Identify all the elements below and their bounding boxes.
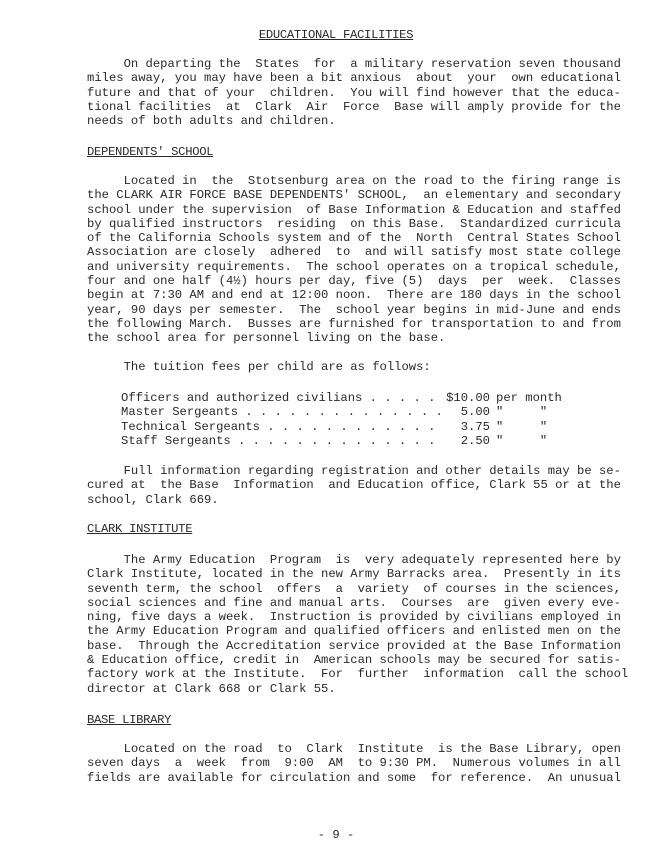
text-line: ning, five days a week. Instruction is provided by civilians employed in [87, 610, 621, 625]
section-heading-base-library: BASE LIBRARY [87, 713, 172, 727]
tuition-fees-table [121, 391, 581, 448]
text-line: begin at 7:30 AM and end at 12:00 noon. There are 180 days in the school [87, 288, 621, 303]
text-line: by qualified instructors residing on this Base. Standardized curricula [87, 216, 621, 231]
fee-row [121, 405, 581, 419]
clark-institute-paragraph [87, 553, 629, 696]
text-line: director at Clark 668 or Clark 55. [87, 681, 336, 696]
section-heading-dependents-school: DEPENDENTS' SCHOOL [87, 145, 214, 159]
text-line: miles away, you may have been a bit anxious about your own educational [87, 71, 621, 86]
text-line: Clark Institute, located in the new Army Barracks area. Presently in its [87, 567, 621, 582]
text-line: On departing the States for a military reservation seven thousand [87, 57, 621, 71]
text-line: factory work at the Institute. For further information call the school [87, 667, 629, 682]
text-line: The Army Education Program is very adequately represented here by [87, 553, 621, 567]
text-line: seven days a week from 9:00 AM to 9:30 PM. Numerous volumes in all [87, 756, 621, 771]
text-line: and university requirements. The school operates on a tropical schedule, [87, 259, 621, 274]
fee-row [121, 420, 581, 434]
text-line: school under the supervision of Base Information & Education and staffed [87, 202, 621, 217]
fee-unit: " " [496, 405, 548, 420]
text-line: the Army Education Program and qualified officers and enlisted men on the [87, 624, 621, 639]
fee-unit: " " [496, 433, 548, 448]
registration-info-paragraph [87, 464, 621, 507]
fee-unit: per month [496, 391, 562, 405]
fee-amount: $10.00 [446, 391, 490, 405]
fee-label: Staff Sergeants . . . . . . . . . . . . . . [121, 433, 436, 448]
text-line: Located on the road to Clark Institute is the Base Library, open [87, 742, 621, 756]
text-line: of the California Schools system and of the North Central States School [87, 231, 621, 246]
text-line: the CLARK AIR FORCE BASE DEPENDENTS' SCHOOL, an elementary and secondary [87, 188, 621, 203]
fee-label: Master Sergeants . . . . . . . . . . . . . . [121, 405, 443, 420]
text-line: the following March. Busses are furnished for transportation to and from [87, 316, 621, 331]
fee-unit: " " [496, 419, 548, 434]
text-line: social sciences and fine and manual arts. Courses are given every eve- [87, 595, 621, 610]
section-heading-clark-institute: CLARK INSTITUTE [87, 522, 193, 536]
text-line: & Education office, credit in American schools may be secured for satis- [87, 653, 621, 668]
fee-row [121, 391, 581, 405]
base-library-paragraph [87, 742, 621, 785]
text-line: cured at the Base Information and Education office, Clark 55 or at the [87, 478, 621, 493]
text-line: Association are closely adhered to and will satisfy most state college [87, 245, 621, 260]
fees-intro [87, 360, 615, 374]
text-line: base. Through the Accreditation service provided at the Base Information [87, 638, 621, 653]
text-line: four and one half (4½) hours per day, five (5) days per week. Classes [87, 274, 621, 289]
text-line: fields are available for circulation and some for reference. An unusual [87, 770, 621, 785]
text-line: school, Clark 669. [87, 492, 219, 507]
fee-amount: 2.50 [460, 433, 490, 448]
fee-row [121, 434, 581, 448]
text-line: the school area for personnel living on the base. [87, 331, 446, 346]
fee-label: Technical Sergeants . . . . . . . . . . . . [121, 419, 436, 434]
text-line: The tuition fees per child are as follows: [87, 360, 431, 374]
text-line: future and that of your children. You will find however that the educa- [87, 85, 621, 100]
page-number: - 9 - [317, 828, 355, 842]
dependents-school-paragraph [87, 174, 621, 346]
page-title: EDUCATIONAL FACILITIES [258, 28, 414, 42]
fee-amount: 3.75 [460, 419, 490, 434]
fee-amount: 5.00 [460, 405, 490, 420]
text-line: seventh term, the school offers a variety of courses in the sciences, [87, 581, 621, 596]
text-line: year, 90 days per semester. The school year begins in mid-June and ends [87, 302, 621, 317]
fee-label: Officers and authorized civilians . . . . . [121, 391, 436, 405]
intro-paragraph [87, 57, 621, 129]
text-line: Full information regarding registration and other details may be se- [87, 464, 621, 478]
text-line: needs of both adults and children. [87, 114, 336, 129]
text-line: Located in the Stotsenburg area on the road to the firing range is [87, 174, 621, 188]
text-line: tional facilities at Clark Air Force Base will amply provide for the [87, 99, 621, 114]
